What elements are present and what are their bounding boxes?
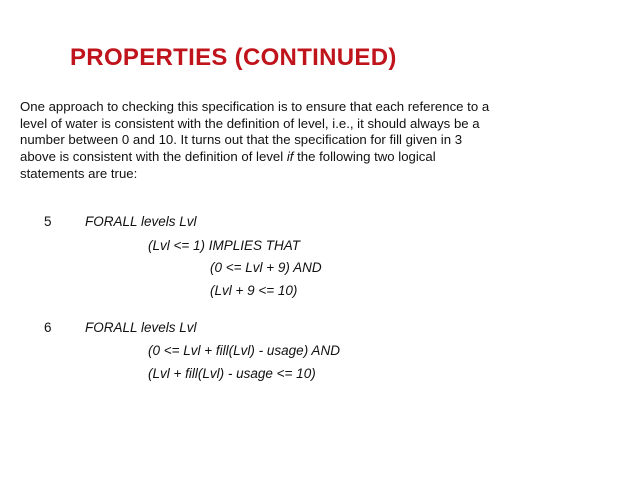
formula-line: (0 <= Lvl + 9) AND	[210, 260, 322, 275]
emphasis-if: if	[286, 149, 294, 165]
formula-line: (0 <= Lvl + fill(Lvl) - usage) AND	[148, 343, 340, 358]
paragraph-text: the following two logical	[293, 149, 436, 165]
formula-line: (Lvl + 9 <= 10)	[210, 283, 298, 298]
paragraph-line: level of water is consistent with the definition of level, i.e., it should always be a	[20, 115, 480, 131]
formula-line: (Lvl + fill(Lvl) - usage <= 10)	[148, 366, 316, 381]
formula-line: (Lvl <= 1) IMPLIES THAT	[148, 238, 301, 253]
slide-title: PROPERTIES (CONTINUED)	[70, 44, 397, 71]
statement-number: 6	[44, 320, 52, 335]
formula-line: FORALL levels Lvl	[85, 214, 197, 229]
paragraph-line: One approach to checking this specification is to ensure that each reference to a	[20, 99, 490, 114]
paragraph-text: above is consistent with the definition of level	[20, 149, 287, 165]
formula-line: FORALL levels Lvl	[85, 320, 197, 335]
statement-number: 5	[44, 214, 52, 229]
paragraph-line: statements are true:	[20, 165, 138, 181]
paragraph-line	[20, 149, 620, 166]
paragraph-line: number between 0 and 10. It turns out that the specification for fill given in 3	[20, 132, 463, 148]
intro-paragraph	[20, 99, 620, 183]
